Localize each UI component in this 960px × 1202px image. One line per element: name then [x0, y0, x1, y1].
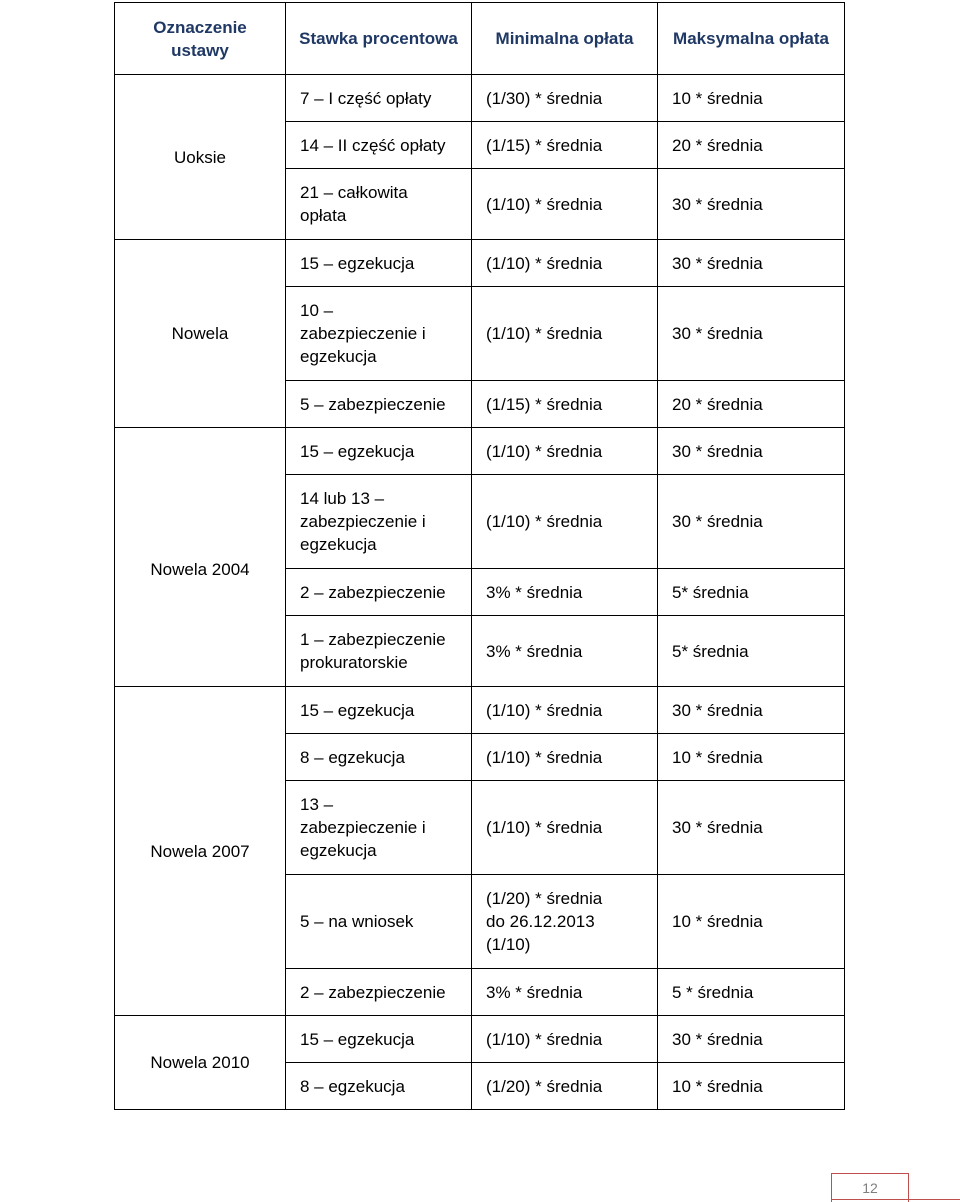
- header-oznaczenie-ustawy: Oznaczenie ustawy: [115, 3, 286, 75]
- group-label: Nowela 2004: [115, 428, 286, 687]
- group-label: Nowela 2010: [115, 1016, 286, 1110]
- rate-cell: 15 – egzekucja: [286, 687, 472, 734]
- max-fee-cell: 30 * średnia: [658, 687, 845, 734]
- min-fee-cell: 3% * średnia: [472, 969, 658, 1016]
- max-fee-cell: 30 * średnia: [658, 169, 845, 240]
- max-fee-cell: 10 * średnia: [658, 875, 845, 969]
- rate-cell: 1 – zabezpieczenie prokuratorskie: [286, 616, 472, 687]
- rate-cell: 7 – I część opłaty: [286, 75, 472, 122]
- rate-cell: 15 – egzekucja: [286, 428, 472, 475]
- fee-table: [114, 2, 845, 1110]
- max-fee-cell: 30 * średnia: [658, 781, 845, 875]
- rate-cell: 10 – zabezpieczenie i egzekucja: [286, 287, 472, 381]
- rate-cell: 2 – zabezpieczenie: [286, 969, 472, 1016]
- max-fee-cell: 30 * średnia: [658, 240, 845, 287]
- page-number-box: [831, 1173, 909, 1202]
- rate-cell: 14 – II część opłaty: [286, 122, 472, 169]
- table-row: [115, 687, 845, 734]
- table-row: [115, 75, 845, 122]
- min-fee-cell: (1/10) * średnia: [472, 687, 658, 734]
- max-fee-cell: 10 * średnia: [658, 75, 845, 122]
- max-fee-cell: 10 * średnia: [658, 1063, 845, 1110]
- table-row: [115, 428, 845, 475]
- header-row: [115, 3, 845, 75]
- max-fee-cell: 10 * średnia: [658, 734, 845, 781]
- min-fee-cell: (1/10) * średnia: [472, 781, 658, 875]
- max-fee-cell: 30 * średnia: [658, 475, 845, 569]
- rate-cell: 13 – zabezpieczenie i egzekucja: [286, 781, 472, 875]
- header-stawka-procentowa: Stawka procentowa: [286, 3, 472, 75]
- page-number: 12: [862, 1180, 878, 1196]
- min-fee-cell: (1/15) * średnia: [472, 381, 658, 428]
- min-fee-cell: (1/20) * średnia do 26.12.2013 (1/10): [472, 875, 658, 969]
- min-fee-cell: 3% * średnia: [472, 569, 658, 616]
- rate-cell: 5 – zabezpieczenie: [286, 381, 472, 428]
- min-fee-cell: (1/10) * średnia: [472, 1016, 658, 1063]
- table-row: [115, 240, 845, 287]
- min-fee-cell: (1/15) * średnia: [472, 122, 658, 169]
- min-fee-cell: (1/20) * średnia: [472, 1063, 658, 1110]
- min-fee-cell: (1/30) * średnia: [472, 75, 658, 122]
- group-label: Uoksie: [115, 75, 286, 240]
- max-fee-cell: 5 * średnia: [658, 969, 845, 1016]
- max-fee-cell: 20 * średnia: [658, 122, 845, 169]
- rate-cell: 21 – całkowita opłata: [286, 169, 472, 240]
- rate-cell: 8 – egzekucja: [286, 734, 472, 781]
- group-label: Nowela: [115, 240, 286, 428]
- min-fee-cell: 3% * średnia: [472, 616, 658, 687]
- max-fee-cell: 30 * średnia: [658, 287, 845, 381]
- rate-cell: 15 – egzekucja: [286, 1016, 472, 1063]
- rate-cell: 2 – zabezpieczenie: [286, 569, 472, 616]
- footer-rule: [831, 1199, 960, 1200]
- group-label: Nowela 2007: [115, 687, 286, 1016]
- min-fee-cell: (1/10) * średnia: [472, 475, 658, 569]
- rate-cell: 8 – egzekucja: [286, 1063, 472, 1110]
- rate-cell: 5 – na wniosek: [286, 875, 472, 969]
- header-minimalna-oplata: Minimalna opłata: [472, 3, 658, 75]
- max-fee-cell: 5* średnia: [658, 616, 845, 687]
- rate-cell: 15 – egzekucja: [286, 240, 472, 287]
- max-fee-cell: 30 * średnia: [658, 428, 845, 475]
- min-fee-cell: (1/10) * średnia: [472, 734, 658, 781]
- max-fee-cell: 5* średnia: [658, 569, 845, 616]
- table-row: [115, 1016, 845, 1063]
- max-fee-cell: 30 * średnia: [658, 1016, 845, 1063]
- min-fee-cell: (1/10) * średnia: [472, 240, 658, 287]
- max-fee-cell: 20 * średnia: [658, 381, 845, 428]
- min-fee-cell: (1/10) * średnia: [472, 287, 658, 381]
- header-maksymalna-oplata: Maksymalna opłata: [658, 3, 845, 75]
- min-fee-cell: (1/10) * średnia: [472, 169, 658, 240]
- min-fee-cell: (1/10) * średnia: [472, 428, 658, 475]
- rate-cell: 14 lub 13 – zabezpieczenie i egzekucja: [286, 475, 472, 569]
